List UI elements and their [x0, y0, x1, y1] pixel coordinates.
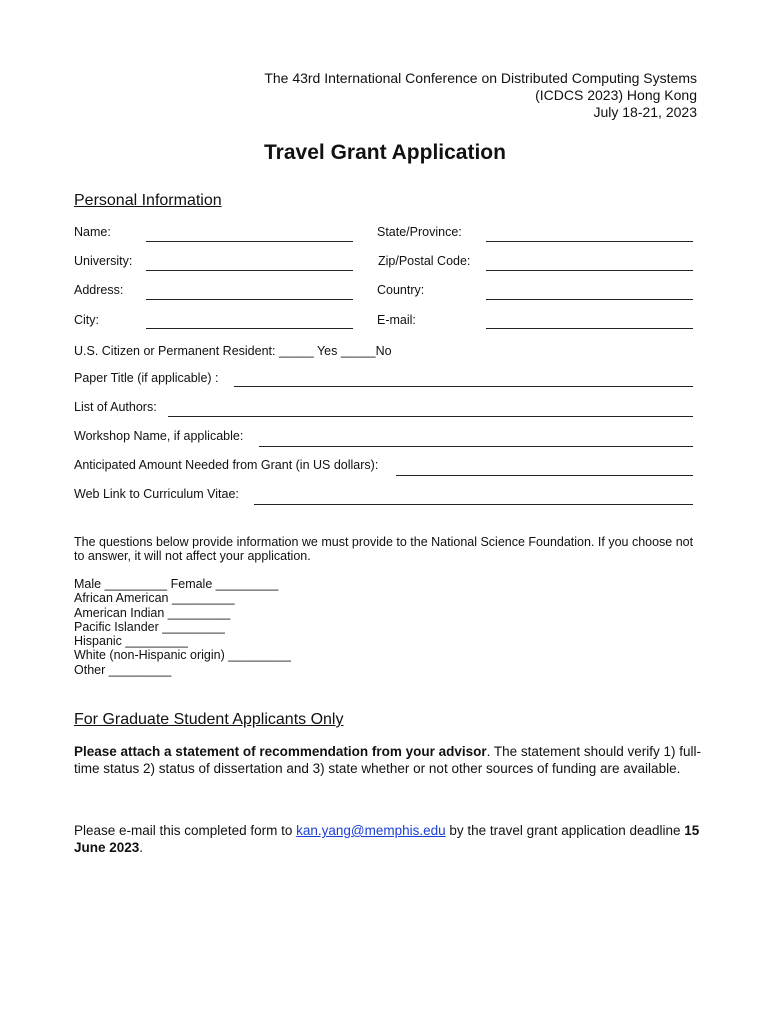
personal-info-heading: Personal Information — [74, 192, 222, 209]
submit-middle: by the travel grant application deadline — [445, 823, 685, 838]
demographic-american-indian[interactable]: American Indian _________ — [74, 605, 231, 620]
grad-instructions — [74, 744, 704, 777]
conference-location: (ICDCS 2023) Hong Kong — [535, 87, 697, 103]
paper-title-field[interactable] — [234, 386, 693, 387]
zip-field[interactable] — [486, 270, 693, 271]
cv-link-label: Web Link to Curriculum Vitae: — [74, 487, 239, 501]
address-field[interactable] — [146, 299, 353, 300]
cv-link-field[interactable] — [254, 504, 693, 505]
demographic-pacific-islander[interactable]: Pacific Islander _________ — [74, 619, 225, 634]
conference-name: The 43rd International Conference on Distributed Computing Systems — [264, 70, 697, 86]
city-field[interactable] — [146, 328, 353, 329]
contact-email-link[interactable]: kan.yang@memphis.edu — [296, 823, 446, 838]
email-field[interactable] — [486, 328, 693, 329]
address-label: Address: — [74, 283, 124, 297]
city-label: City: — [74, 313, 99, 327]
state-label: State/Province: — [377, 225, 462, 239]
workshop-field[interactable] — [259, 446, 693, 447]
university-field[interactable] — [146, 270, 353, 271]
grad-instructions-bold: Please attach a statement of recommendation from your advisor — [74, 744, 487, 759]
state-field[interactable] — [486, 241, 693, 242]
submission-instructions — [74, 823, 704, 856]
submit-prefix: Please e-mail this completed form to — [74, 823, 297, 838]
amount-label: Anticipated Amount Needed from Grant (in US dollars): — [74, 458, 379, 472]
demographic-gender[interactable]: Male _________ Female _________ — [74, 577, 279, 591]
demographic-hispanic[interactable]: Hispanic _________ — [74, 634, 188, 649]
zip-label: Zip/Postal Code: — [378, 254, 471, 268]
country-field[interactable] — [486, 299, 693, 300]
submit-suffix: . — [139, 839, 144, 855]
grad-heading: For Graduate Student Applicants Only — [74, 711, 344, 728]
conference-dates: July 18-21, 2023 — [593, 104, 697, 120]
citizen-question[interactable]: U.S. Citizen or Permanent Resident: _____ Yes _____No — [74, 344, 392, 358]
grad-instructions-rest: . The statement should verify 1) full-time status 2) status of dissertation and 3) state whether or not other sources of funding are available. — [74, 744, 701, 776]
country-label: Country: — [377, 283, 425, 297]
name-field[interactable] — [146, 241, 353, 242]
demographics-list — [74, 577, 291, 677]
demographic-other[interactable]: Other _________ — [74, 662, 172, 677]
university-label: University: — [74, 254, 133, 268]
page-title: Travel Grant Application — [264, 141, 506, 164]
authors-field[interactable] — [168, 416, 693, 417]
authors-label: List of Authors: — [74, 400, 157, 414]
demographic-african-american[interactable]: African American _________ — [74, 591, 235, 606]
demographic-white[interactable]: White (non-Hispanic origin) _________ — [74, 648, 291, 663]
amount-field[interactable] — [396, 475, 693, 476]
deadline-date: 15 June 2023 — [74, 823, 700, 855]
paper-title-label: Paper Title (if applicable) : — [74, 371, 219, 385]
email-label: E-mail: — [377, 313, 416, 327]
name-label: Name: — [74, 225, 111, 239]
workshop-label: Workshop Name, if applicable: — [74, 429, 244, 443]
nsf-note: The questions below provide information we must provide to the National Science Foundation. If you choose not to answer, it will not affect your application. — [74, 535, 694, 563]
